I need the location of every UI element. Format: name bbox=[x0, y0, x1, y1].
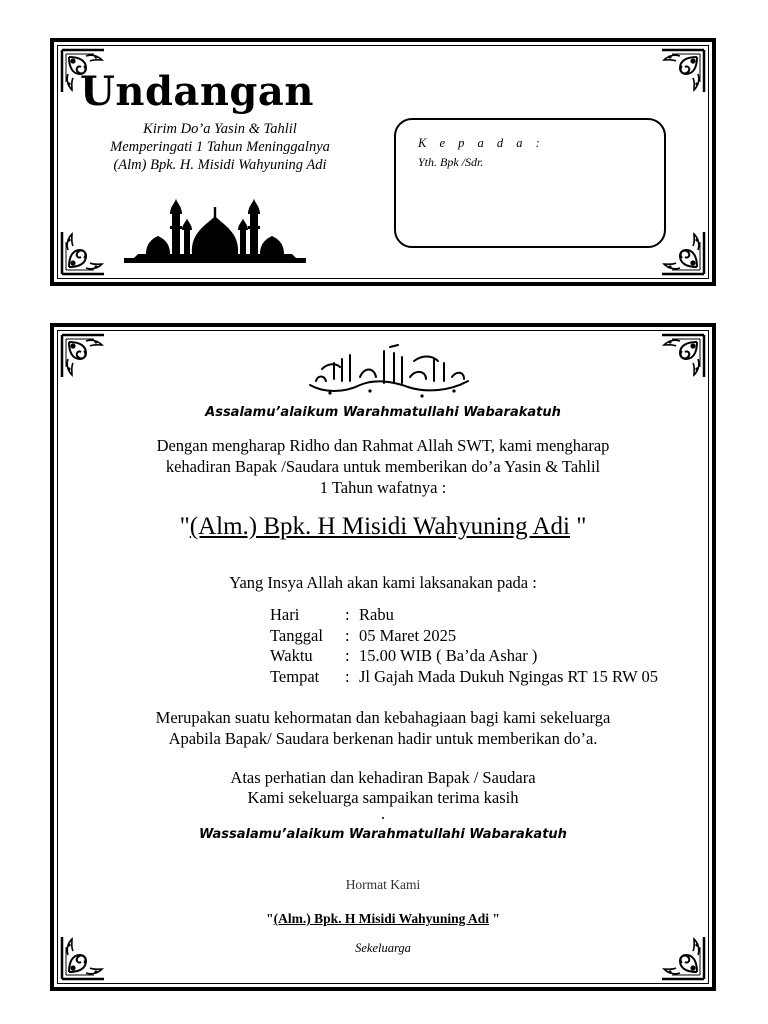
closing-greeting: Wassalamu’alaikum Warahmatullahi Wabarakatuh bbox=[199, 827, 567, 842]
ornament-corner-icon bbox=[60, 230, 106, 276]
signature-deceased-name: (Alm.) Bpk. H Misidi Wahyuning Adi bbox=[273, 911, 490, 926]
thanks-line: Kami sekeluarga sampaikan terima kasih bbox=[247, 788, 519, 807]
detail-separator: : bbox=[345, 605, 350, 624]
honor-paragraph bbox=[54, 707, 712, 749]
quote-close: " bbox=[489, 911, 500, 926]
ornament-corner-icon bbox=[60, 333, 106, 379]
invitation-card bbox=[50, 323, 716, 991]
basmalah-calligraphy-icon bbox=[304, 341, 474, 401]
ornament-corner-icon bbox=[660, 333, 706, 379]
thanks-line: Atas perhatian dan kehadiran Bapak / Saudara bbox=[230, 768, 536, 787]
regards-label: Hormat Kami bbox=[345, 877, 421, 892]
honor-line: Apabila Bapak/ Saudara berkenan hadir untuk memberikan do’a. bbox=[168, 729, 598, 748]
detail-row-tanggal bbox=[270, 626, 658, 647]
detail-label: Tanggal bbox=[270, 625, 323, 645]
family-signoff: Sekeluarga bbox=[355, 941, 411, 955]
detail-value: 15.00 WIB ( Ba’da Ashar ) bbox=[359, 646, 538, 665]
thanks-paragraph bbox=[54, 768, 712, 823]
detail-separator: : bbox=[345, 646, 350, 665]
detail-label: Hari bbox=[270, 605, 300, 624]
intro-line: Dengan mengharap Ridho dan Rahmat Allah SWT, kami mengharap bbox=[156, 436, 610, 455]
honor-line: Merupakan suatu kehormatan dan kebahagiaan bagi kami sekeluarga bbox=[155, 708, 611, 727]
detail-value: Rabu bbox=[359, 605, 394, 624]
deceased-name-heading bbox=[54, 513, 712, 541]
detail-row-tempat bbox=[270, 667, 658, 688]
ornament-corner-icon bbox=[660, 230, 706, 276]
subtitle-line: (Alm) Bpk. H. Misidi Wahyuning Adi bbox=[113, 157, 327, 173]
intro-paragraph bbox=[54, 435, 712, 498]
invitation-subtitle bbox=[70, 120, 370, 174]
intro-line: kehadiran Bapak /Saudara untuk memberikan do’a Yasin & Tahlil bbox=[165, 457, 601, 476]
mosque-silhouette-icon bbox=[124, 192, 306, 264]
detail-separator: : bbox=[345, 625, 350, 645]
event-details bbox=[270, 605, 658, 687]
opening-greeting: Assalamu’alaikum Warahmatullahi Wabarakatuh bbox=[205, 405, 561, 420]
subtitle-line: Memperingati 1 Tahun Meninggalnya bbox=[110, 139, 330, 155]
quote-close: " bbox=[569, 513, 587, 540]
ornament-corner-icon bbox=[660, 48, 706, 94]
detail-separator: : bbox=[345, 666, 350, 686]
envelope-card bbox=[50, 38, 716, 286]
intro-line: 1 Tahun wafatnya : bbox=[319, 478, 447, 497]
quote-open: " bbox=[179, 513, 190, 540]
invitation-title: Undangan bbox=[80, 68, 314, 115]
subtitle-line: Kirim Do’a Yasin & Tahlil bbox=[143, 121, 297, 137]
detail-label: Tempat bbox=[270, 666, 320, 686]
quote-open: " bbox=[266, 911, 274, 926]
detail-row-waktu bbox=[270, 646, 658, 667]
detail-row-hari bbox=[270, 605, 658, 626]
thanks-line: . bbox=[380, 804, 386, 823]
recipient-salutation: Yth. Bpk /Sdr. bbox=[418, 155, 484, 169]
schedule-intro: Yang Insya Allah akan kami laksanakan pada : bbox=[229, 573, 537, 592]
detail-value: Jl Gajah Mada Dukuh Ngingas RT 15 RW 05 bbox=[359, 666, 659, 686]
deceased-name: (Alm.) Bpk. H Misidi Wahyuning Adi bbox=[189, 513, 570, 540]
signature-name bbox=[54, 911, 712, 927]
detail-value: 05 Maret 2025 bbox=[359, 625, 457, 645]
detail-label: Waktu bbox=[270, 646, 313, 665]
kepada-label: K e p a d a : bbox=[418, 136, 545, 150]
recipient-address-box[interactable] bbox=[394, 118, 666, 248]
